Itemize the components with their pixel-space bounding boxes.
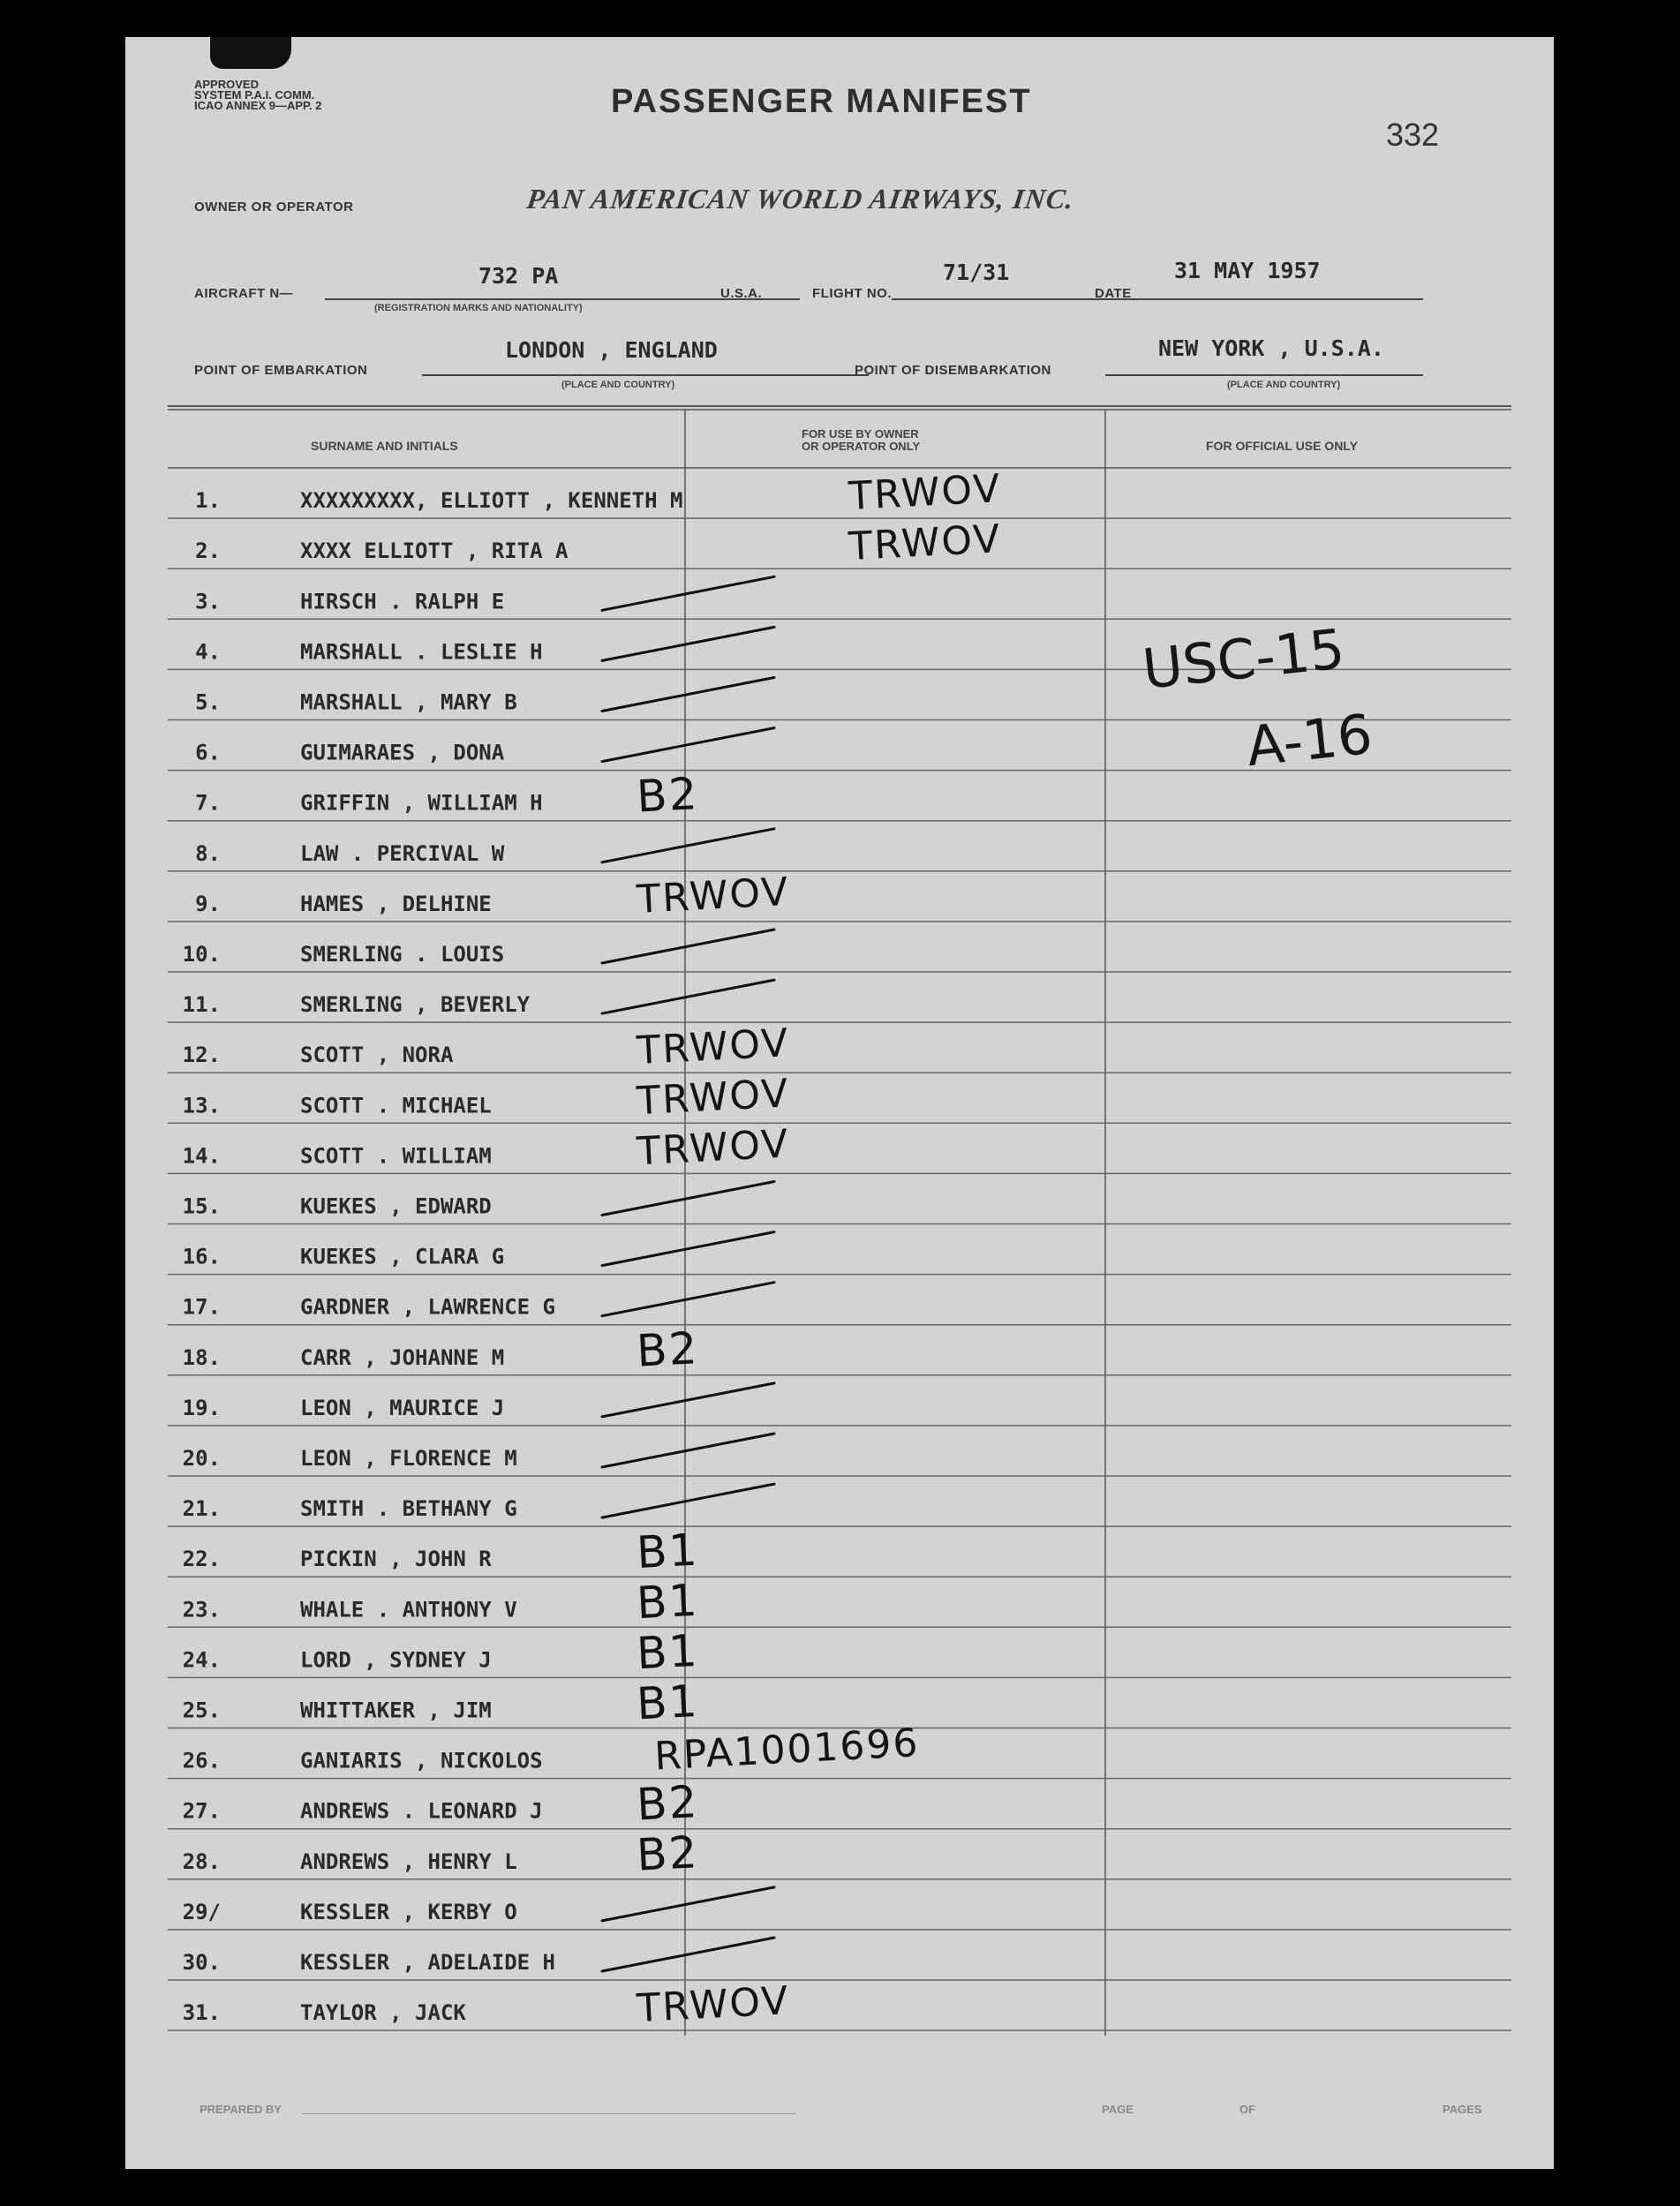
passenger-name: XXXXXXXXX, ELLIOTT , KENNETH M bbox=[300, 488, 683, 514]
embark-value: LONDON , ENGLAND bbox=[505, 337, 718, 363]
passenger-name: LEON , FLORENCE M bbox=[300, 1446, 517, 1471]
handwritten-mark: TRWOV bbox=[636, 1121, 791, 1175]
tick-slash bbox=[602, 1938, 774, 1971]
page-title: PASSENGER MANIFEST bbox=[611, 83, 1032, 120]
passenger-name: GRIFFIN , WILLIAM H bbox=[300, 790, 543, 816]
handwritten-mark: TRWOV bbox=[636, 1020, 791, 1074]
handwritten-mark: TRWOV bbox=[636, 1978, 791, 2032]
tick-slash bbox=[602, 728, 774, 762]
passenger-name: KESSLER , ADELAIDE H bbox=[300, 1950, 555, 1975]
passenger-name: LAW . PERCIVAL W bbox=[300, 840, 505, 866]
approval-line: APPROVED bbox=[194, 78, 259, 91]
owner-label: OWNER OR OPERATOR bbox=[194, 200, 354, 215]
handwritten-mark: TRWOV bbox=[636, 1071, 791, 1125]
manifest-table bbox=[125, 37, 1554, 2169]
passenger-name: SMERLING , BEVERLY bbox=[300, 992, 531, 1018]
of-label: OF bbox=[1239, 2103, 1256, 2116]
passenger-name: MARSHALL . LESLIE H bbox=[300, 639, 543, 665]
approval-line: ICAO ANNEX 9—APP. 2 bbox=[194, 99, 322, 112]
row-number: 13. bbox=[182, 1093, 221, 1118]
passenger-name: SCOTT , NORA bbox=[300, 1043, 454, 1068]
tick-slash bbox=[602, 930, 774, 963]
passenger-name: GUIMARAES , DONA bbox=[300, 740, 505, 765]
flight-label: FLIGHT NO. bbox=[812, 286, 892, 301]
passenger-name: KUEKES , EDWARD bbox=[300, 1193, 492, 1219]
passenger-name: WHALE . ANTHONY V bbox=[300, 1597, 517, 1623]
flight-value: 71/31 bbox=[943, 260, 1010, 285]
tick-slash bbox=[602, 1484, 774, 1517]
col-official-header: FOR OFFICIAL USE ONLY bbox=[1206, 439, 1358, 453]
row-number: 16. bbox=[182, 1244, 221, 1269]
row-number: 29/ bbox=[182, 1899, 221, 1924]
passenger-name: GANIARIS , NICKOLOS bbox=[300, 1748, 543, 1773]
row-number: 8. bbox=[195, 840, 221, 866]
handwritten-mark: TRWOV bbox=[848, 466, 1003, 520]
tick-slash bbox=[602, 980, 774, 1013]
col-owner-header: OR OPERATOR ONLY bbox=[802, 440, 921, 453]
tick-slash bbox=[602, 576, 774, 610]
handwritten-mark: B1 bbox=[635, 1675, 700, 1730]
operator-name: PAN AMERICAN WORLD AIRWAYS, INC. bbox=[524, 183, 1077, 215]
passenger-name: CARR , JOHANNE M bbox=[300, 1344, 505, 1370]
handwritten-mark: RPA1001696 bbox=[653, 1720, 921, 1780]
disembark-label: POINT OF DISEMBARKATION bbox=[855, 363, 1051, 378]
tick-slash bbox=[602, 1283, 774, 1316]
tick-slash bbox=[602, 1383, 774, 1417]
row-number: 10. bbox=[182, 942, 221, 967]
handwritten-mark: B1 bbox=[635, 1524, 700, 1579]
row-number: 23. bbox=[182, 1597, 221, 1623]
row-number: 5. bbox=[195, 689, 221, 715]
handwritten-mark: B1 bbox=[635, 1574, 700, 1630]
embark-label: POINT OF EMBARKATION bbox=[194, 363, 368, 378]
row-number: 11. bbox=[182, 992, 221, 1018]
tick-slash bbox=[602, 678, 774, 711]
row-number: 4. bbox=[195, 639, 221, 665]
prepared-by-label: PREPARED BY bbox=[200, 2103, 282, 2116]
row-number: 2. bbox=[195, 538, 221, 564]
tick-slash bbox=[602, 1182, 774, 1216]
handwritten-mark: B2 bbox=[635, 768, 700, 823]
passenger-name: SCOTT . WILLIAM bbox=[300, 1143, 492, 1169]
tick-slash bbox=[602, 1887, 774, 1921]
row-number: 20. bbox=[182, 1446, 221, 1471]
passenger-name: ANDREWS . LEONARD J bbox=[300, 1798, 543, 1824]
aircraft-value: 732 PA bbox=[478, 263, 559, 289]
passenger-name: PICKIN , JOHN R bbox=[300, 1547, 492, 1572]
row-number: 6. bbox=[195, 740, 221, 765]
passenger-name: ANDREWS , HENRY L bbox=[300, 1848, 517, 1874]
passenger-name: LORD , SYDNEY J bbox=[300, 1647, 492, 1673]
row-number: 24. bbox=[182, 1647, 221, 1673]
row-number: 31. bbox=[182, 2000, 221, 2026]
official-note: USC-15 bbox=[1139, 616, 1348, 702]
tick-slash bbox=[602, 829, 774, 862]
aircraft-label: AIRCRAFT N— bbox=[194, 286, 294, 301]
passenger-name: GARDNER , LAWRENCE G bbox=[300, 1294, 555, 1320]
approval-line: SYSTEM P.A.I. COMM. bbox=[194, 88, 315, 102]
passenger-name: KESSLER , KERBY O bbox=[300, 1899, 517, 1924]
handwritten-mark: TRWOV bbox=[848, 516, 1003, 570]
col-owner-header: FOR USE BY OWNER bbox=[802, 427, 919, 440]
row-number: 27. bbox=[182, 1798, 221, 1824]
row-number: 26. bbox=[182, 1748, 221, 1773]
passenger-name: LEON , MAURICE J bbox=[300, 1395, 505, 1420]
row-number: 30. bbox=[182, 1950, 221, 1975]
row-number: 21. bbox=[182, 1496, 221, 1522]
row-number: 15. bbox=[182, 1193, 221, 1219]
passenger-name: HIRSCH . RALPH E bbox=[300, 589, 505, 614]
passenger-name: KUEKES , CLARA G bbox=[300, 1244, 505, 1269]
passenger-name: TAYLOR , JACK bbox=[300, 2000, 466, 2026]
row-number: 22. bbox=[182, 1547, 221, 1572]
passenger-name: WHITTAKER , JIM bbox=[300, 1698, 492, 1723]
row-number: 18. bbox=[182, 1344, 221, 1370]
passenger-name: SMITH . BETHANY G bbox=[300, 1496, 517, 1522]
row-number: 28. bbox=[182, 1848, 221, 1874]
row-number: 1. bbox=[195, 488, 221, 514]
row-number: 12. bbox=[182, 1043, 221, 1068]
handwritten-mark: B2 bbox=[635, 1776, 700, 1831]
passenger-name: MARSHALL , MARY B bbox=[300, 689, 517, 715]
usa-label: U.S.A. bbox=[720, 286, 763, 301]
date-label: DATE bbox=[1095, 286, 1132, 301]
page-number: 332 bbox=[1386, 117, 1440, 153]
tick-slash bbox=[602, 1232, 774, 1266]
col-name-header: SURNAME AND INITIALS bbox=[311, 439, 458, 453]
passenger-name: SCOTT . MICHAEL bbox=[300, 1093, 492, 1118]
row-number: 17. bbox=[182, 1294, 221, 1320]
row-number: 19. bbox=[182, 1395, 221, 1420]
embark-sublabel: (PLACE AND COUNTRY) bbox=[561, 380, 675, 390]
pages-label: PAGES bbox=[1443, 2103, 1482, 2116]
date-value: 31 MAY 1957 bbox=[1174, 258, 1321, 283]
tick-slash bbox=[602, 627, 774, 660]
row-number: 25. bbox=[182, 1698, 221, 1723]
row-number: 14. bbox=[182, 1143, 221, 1169]
official-note: A-16 bbox=[1243, 701, 1375, 779]
tick-slash bbox=[602, 1434, 774, 1467]
disembark-value: NEW YORK , U.S.A. bbox=[1158, 335, 1384, 361]
handwritten-mark: B2 bbox=[635, 1826, 700, 1881]
prepared-by-underline bbox=[302, 2113, 796, 2114]
passenger-name: HAMES , DELHINE bbox=[300, 891, 492, 916]
row-number: 3. bbox=[195, 589, 221, 614]
page-label: PAGE bbox=[1102, 2103, 1134, 2116]
row-number: 9. bbox=[195, 891, 221, 916]
passenger-name: SMERLING . LOUIS bbox=[300, 942, 505, 967]
aircraft-sublabel: (REGISTRATION MARKS AND NATIONALITY) bbox=[374, 303, 583, 313]
manifest-sheet bbox=[125, 37, 1554, 2169]
disembark-sublabel: (PLACE AND COUNTRY) bbox=[1227, 380, 1341, 390]
row-number: 7. bbox=[195, 790, 221, 816]
handwritten-mark: B2 bbox=[635, 1322, 700, 1377]
passenger-name: XXXX ELLIOTT , RITA A bbox=[300, 538, 569, 564]
handwritten-mark: B1 bbox=[635, 1624, 700, 1680]
handwritten-mark: TRWOV bbox=[636, 869, 791, 922]
